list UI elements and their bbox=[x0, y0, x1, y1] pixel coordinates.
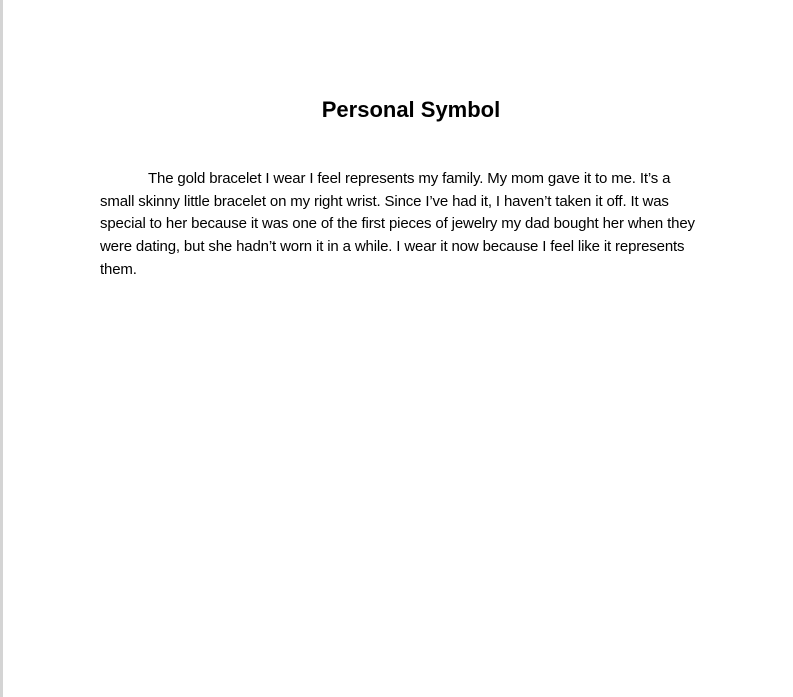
document-title: Personal Symbol bbox=[321, 97, 501, 122]
document-page bbox=[3, 0, 793, 697]
document-paragraph: The gold bracelet I wear I feel represents my family. My mom gave it to me. It’s a small skinny little bracelet on my right wrist. Since I’ve had it, I haven’t taken it off. It was special to her because it was one of the first pieces of jewelry my dad bought her when they were dating, but she hadn’t worn it in a while. I wear it now because I feel like it represents them. bbox=[100, 170, 695, 278]
